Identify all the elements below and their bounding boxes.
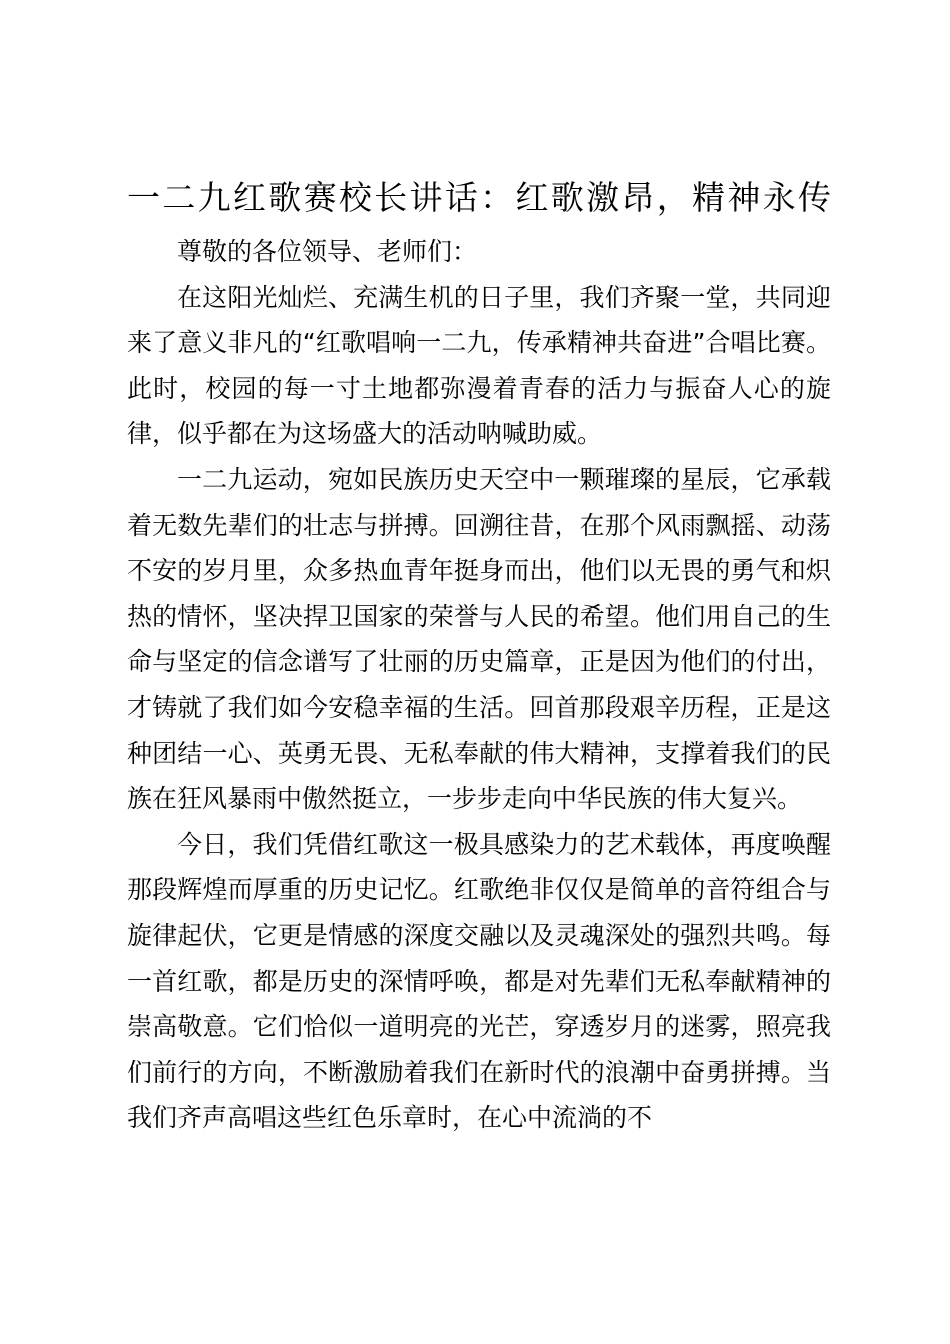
paragraph-1: 在这阳光灿烂、充满生机的日子里，我们齐聚一堂，共同迎来了意义非凡的“红歌唱响一二九，传承精神共奋进”合唱比赛。此时，校园的每一寸土地都弥漫着青春的活力与振奋人心的旋律，似乎都在为这场盛大的活动呐喊助威。 <box>127 282 831 449</box>
paragraph-2: 一二九运动，宛如民族历史天空中一颗璀璨的星辰，它承载着无数先辈们的壮志与拼搏。回溯往昔，在那个风雨飘摇、动荡不安的岁月里，众多热血青年挺身而出，他们以无畏的勇气和炽热的情怀，坚决捍卫国家的荣誉与人民的希望。他们用自己的生命与坚定的信念谱写了壮丽的历史篇章，正是因为他们的付出，才铸就了我们如今安稳幸福的生活。回首那段艰辛历程，正是这种团结一心、英勇无畏、无私奉献的伟大精神，支撑着我们的民族在狂风暴雨中傲然挺立，一步步走向中华民族的伟大复兴。 <box>127 464 831 814</box>
paragraph-3: 今日，我们凭借红歌这一极具感染力的艺术载体，再度唤醒那段辉煌而厚重的历史记忆。红歌绝非仅仅是简单的音符组合与旋律起伏，它更是情感的深度交融以及灵魂深处的强烈共鸣。每一首红歌，都是历史的深情呼唤，都是对先辈们无私奉献精神的崇高敬意。它们恰似一道明亮的光芒，穿透岁月的迷雾，照亮我们前行的方向，不断激励着我们在新时代的浪潮中奋勇拼搏。当我们齐声高唱这些红色乐章时，在心中流淌的不 <box>127 829 831 1133</box>
salutation: 尊敬的各位领导、老师们： <box>177 237 478 266</box>
document-page <box>127 170 831 1141</box>
document-title: 一二九红歌赛校长讲话：红歌激昂，精神永传 <box>127 178 831 217</box>
